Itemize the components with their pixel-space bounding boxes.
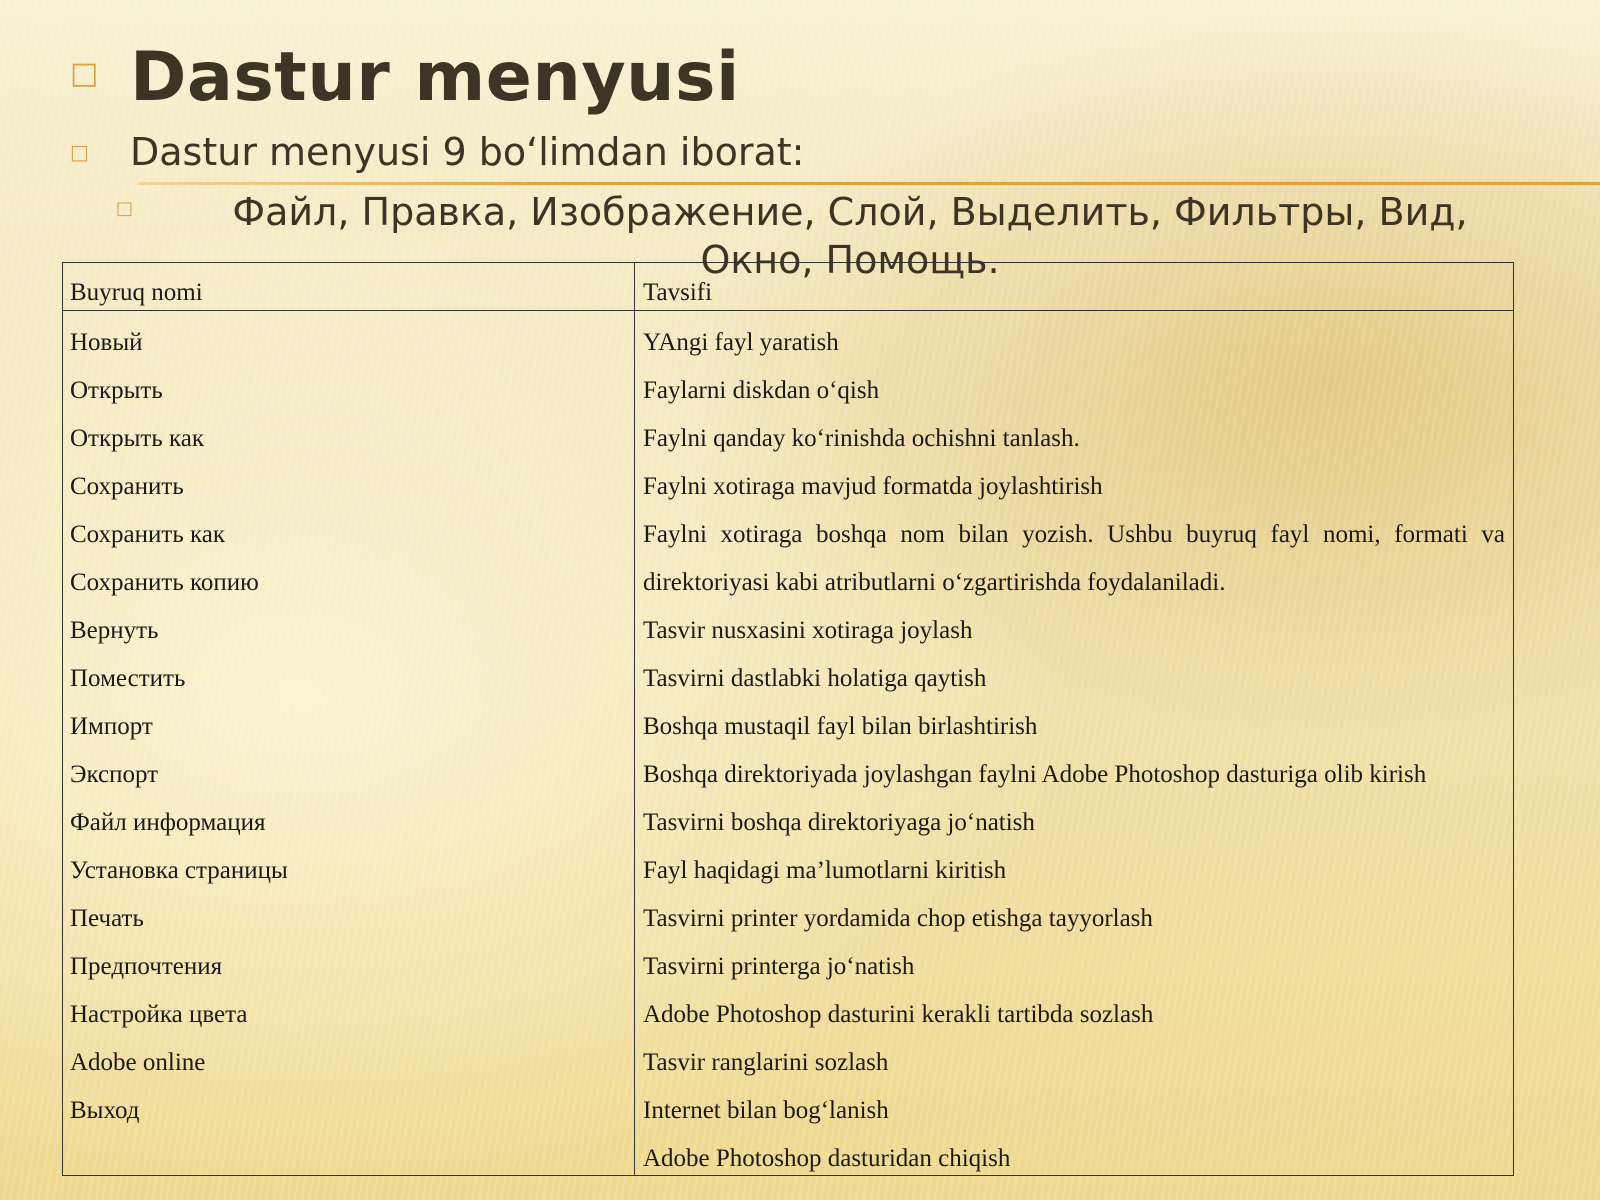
description-cell: Faylni xotiraga mavjud formatda joylashtirish xyxy=(643,473,1103,500)
command-cell: Предпочтения xyxy=(70,953,223,980)
command-cell: Вернуть xyxy=(70,617,159,644)
description-cell: Boshqa mustaqil fayl bilan birlashtirish xyxy=(643,713,1038,740)
command-cell: Сохранить xyxy=(70,473,184,500)
description-cell: Tasvirni printerga jo‘natish xyxy=(643,953,915,980)
description-cell: direktoriyasi kabi atributlarni o‘zgartirishda foydalaniladi. xyxy=(643,569,1226,596)
subtitle: Dastur menyusi 9 bo‘limdan iborat: xyxy=(130,130,805,174)
command-cell: Adobe online xyxy=(70,1049,206,1076)
command-cell: Новый xyxy=(70,329,143,356)
description-cell: Tasvirni boshqa direktoriyaga jo‘natish xyxy=(643,809,1035,836)
accent-rule xyxy=(138,182,1600,185)
bullet-icon: □ xyxy=(70,140,89,164)
description-cell: Tasvir ranglarini sozlash xyxy=(643,1049,889,1076)
description-cell: Faylni qanday ko‘rinishda ochishni tanlash. xyxy=(643,425,1080,452)
description-cell: Faylarni diskdan o‘qish xyxy=(643,377,880,404)
bullet-icon: □ xyxy=(116,198,134,219)
description-cell: Internet bilan bog‘lanish xyxy=(643,1097,889,1124)
command-cell: Открыть как xyxy=(70,425,205,452)
command-cell: Установка страницы xyxy=(70,857,288,884)
description-cell: Tasvir nusxasini xotiraga joylash xyxy=(643,617,973,644)
description-cell: Boshqa direktoriyada joylashgan faylni Adobe Photoshop dasturiga olib kirish xyxy=(643,761,1427,788)
description-cell: Faylni xotiraga boshqa nom bilan yozish. Ushbu buyruq fayl nomi, formati va xyxy=(643,521,1505,548)
description-cell: Fayl haqidagi ma’lumotlarni kiritish xyxy=(643,857,1007,884)
command-cell: Открыть xyxy=(70,377,163,404)
command-cell: Печать xyxy=(70,905,144,932)
description-cell: Adobe Photoshop dasturidan chiqish xyxy=(643,1145,1011,1172)
command-cell: Настройка цвета xyxy=(70,1001,248,1028)
command-cell: Поместить xyxy=(70,665,186,692)
commands-table xyxy=(62,262,1514,1176)
command-cell: Сохранить копию xyxy=(70,569,259,596)
header-description: Tavsifi xyxy=(643,279,713,306)
command-cell: Сохранить как xyxy=(70,521,225,548)
header-divider xyxy=(63,310,1513,311)
command-cell: Выход xyxy=(70,1097,140,1124)
command-cell: Файл информация xyxy=(70,809,266,836)
command-cell: Импорт xyxy=(70,713,153,740)
page-title: Dastur menyusi xyxy=(130,38,740,117)
menu-list: Файл, Правка, Изображение, Слой, Выделить, Фильтры, Вид, Окно, Помощь. xyxy=(232,190,1468,282)
bullet-icon: □ xyxy=(70,56,99,91)
description-cell: YAngi fayl yaratish xyxy=(643,329,839,356)
description-cell: Adobe Photoshop dasturini kerakli tartibda sozlash xyxy=(643,1001,1154,1028)
command-column xyxy=(70,319,288,1135)
description-cell: Tasvirni dastlabki holatiga qaytish xyxy=(643,665,987,692)
description-cell: Tasvirni printer yordamida chop etishga tayyorlash xyxy=(643,905,1153,932)
column-divider xyxy=(634,263,635,1175)
command-cell: Экспорт xyxy=(70,761,159,788)
description-column xyxy=(643,319,1505,1183)
header-command-name: Buyruq nomi xyxy=(70,279,203,306)
